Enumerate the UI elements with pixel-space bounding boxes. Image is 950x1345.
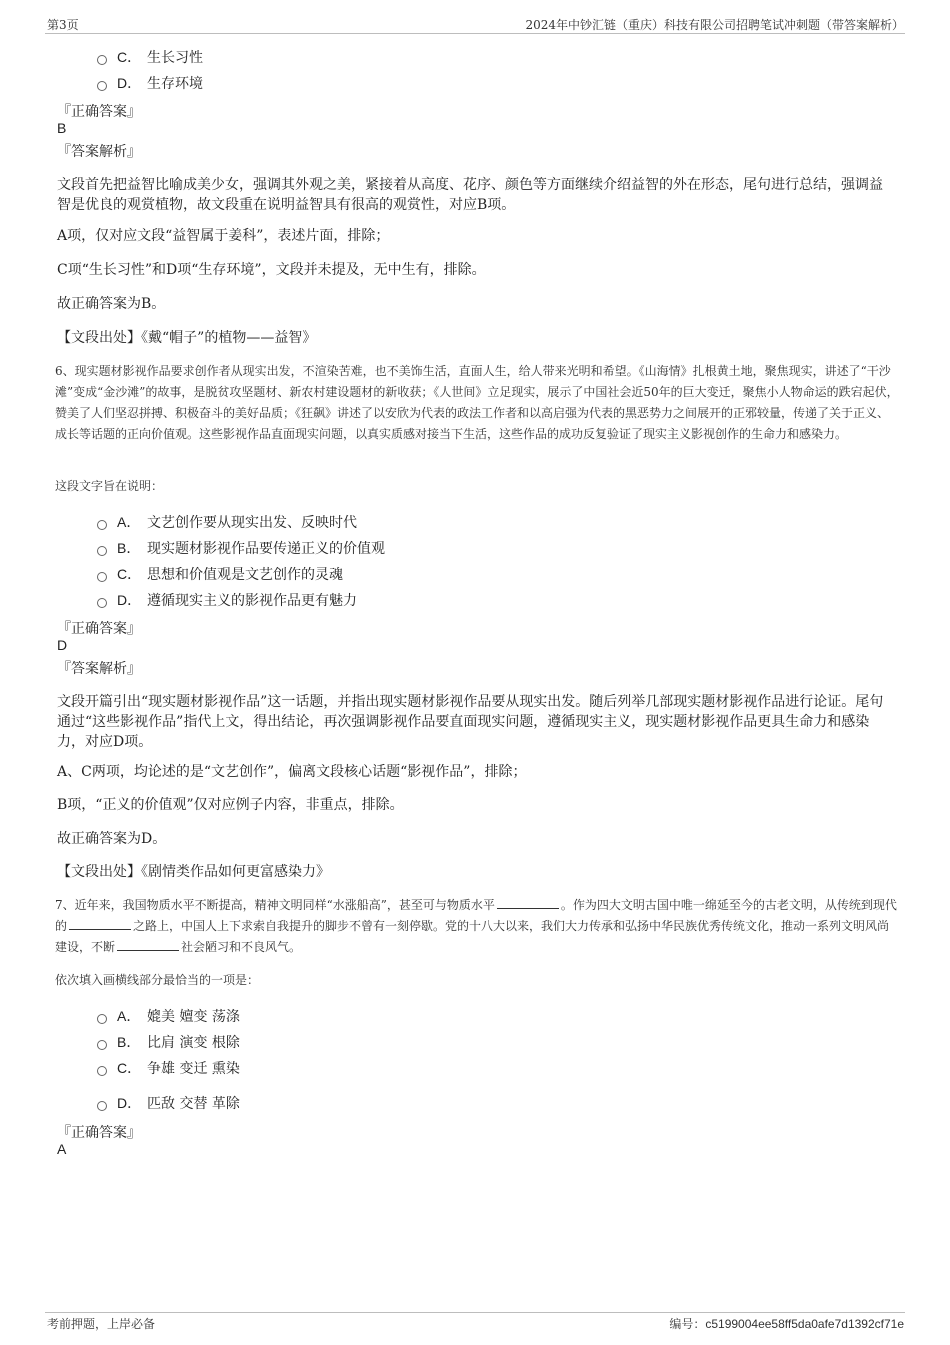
q5-analysis-label: 『答案解析』 <box>57 144 141 160</box>
q5-answer-label: 『正确答案』 <box>57 104 141 120</box>
q6-analysis-paragraph: 文段开篇引出“现实题材影视作品”这一话题，并指出现实题材影视作品要从现实出发。随后列举几部现实题材影视作品进行论证。尾句通过“这些影视作品”指代上文，得出结论，再次强调影视作品要直面现实问题，遵循现实主义，现实题材影视作品更具生命力和感染力，对应D项。 <box>57 694 884 750</box>
q7-option-c[interactable]: C． 争雄 变迁 熏染 <box>97 1058 240 1078</box>
q6-analysis-paragraph: 故正确答案为D。 <box>57 831 167 847</box>
fill-blank[interactable] <box>117 938 179 951</box>
q5-analysis-paragraph: A项，仅对应文段“益智属于姜科”，表述片面，排除； <box>57 228 390 244</box>
q6-prompt: 这段文字旨在说明： <box>55 479 164 493</box>
q7-option-d[interactable]: D． 匹敌 交替 革除 <box>97 1093 240 1113</box>
q6-option-c[interactable]: C． 思想和价值观是文艺创作的灵魂 <box>97 564 343 584</box>
q7-answer-label: 『正确答案』 <box>57 1125 141 1141</box>
q7-stem: 7、近年来，我国物质水平不断提高，精神文明同样“水涨船高”，甚至可与物质水平 。作为四大文明古国中唯一绵延至今的古老文明，从传统到现代的 之路上，中国人上下求索自我提升的脚步不曾有一刻停歇。党的十八大以来，我们大力传承和弘扬中华民族优秀传统文化，推动一系列文明风尚建设，不断 社会陋习和不良风气。 <box>55 898 897 954</box>
q5-option-c[interactable]: C． 生长习性 <box>97 47 203 67</box>
q6-option-a[interactable]: A． 文艺创作要从现实出发、反映时代 <box>97 512 357 532</box>
q6-answer-label: 『正确答案』 <box>57 621 141 637</box>
q6-analysis-paragraph: B项，“正义的价值观”仅对应例子内容，非重点，排除。 <box>57 797 404 813</box>
q5-answer-value: B <box>57 120 67 136</box>
radio-icon[interactable] <box>97 1101 107 1111</box>
radio-icon[interactable] <box>97 1040 107 1050</box>
document-title: 2024年中钞汇链（重庆）科技有限公司招聘笔试冲刺题（带答案解析） <box>525 18 904 32</box>
radio-icon[interactable] <box>97 520 107 530</box>
q5-option-d[interactable]: D． 生存环境 <box>97 73 203 93</box>
footer-divider <box>45 1312 905 1313</box>
radio-icon[interactable] <box>97 572 107 582</box>
q6-option-b[interactable]: B． 现实题材影视作品要传递正义的价值观 <box>97 538 385 558</box>
footer-doc-id: 编号：c5199004ee58ff5da0afe7d1392cf71e <box>669 1317 904 1331</box>
q6-answer-value: D <box>57 637 68 653</box>
q6-analysis-paragraph: A、C两项，均论述的是“文艺创作”，偏离文段核心话题“影视作品”，排除； <box>57 764 527 780</box>
footer-slogan: 考前押题，上岸必备 <box>47 1317 156 1331</box>
q5-analysis-paragraph: 文段首先把益智比喻成美少女，强调其外观之美，紧接着从高度、花序、颜色等方面继续介绍益智的外在形态，尾句进行总结，强调益智是优良的观赏植物，故文段重在说明益智具有很高的观赏性，对应B项。 <box>57 177 883 213</box>
radio-icon[interactable] <box>97 598 107 608</box>
fill-blank[interactable] <box>497 896 559 909</box>
page-number: 第3页 <box>47 18 79 32</box>
q7-option-a[interactable]: A． 媲美 嬗变 荡涤 <box>97 1006 240 1026</box>
q7-option-b[interactable]: B． 比肩 演变 根除 <box>97 1032 240 1052</box>
q5-source: 【文段出处】《戴“帽子”的植物——益智》 <box>57 330 317 346</box>
q6-analysis-label: 『答案解析』 <box>57 661 141 677</box>
q7-prompt: 依次填入画横线部分最恰当的一项是： <box>55 973 260 987</box>
q6-stem: 6、现实题材影视作品要求创作者从现实出发，不渲染苦难，也不美饰生活，直面人生，给人带来光明和希望。《山海情》扎根黄土地，聚焦现实，讲述了“干沙滩”变成“金沙滩”的故事，是脱贫攻坚题材、新农村建设题材的新收获；《人世间》立足现实，展示了中国社会近50年的巨大变迁，聚焦小人物命运的跌宕起伏，赞美了人们坚忍拼搏、积极奋斗的美好品质；《狂飙》讲述了以安欣为代表的政法工作者和以高启强为代表的黑恶势力之间展开的正邪较量，传递了关于正义、成长等话题的正向价值观。这些影视作品直面现实问题，以真实质感对接当下生活，这些作品的成功反复验证了现实主义影视创作的生命力和感染力。 <box>55 364 899 441</box>
q5-analysis-paragraph: 故正确答案为B。 <box>57 296 166 312</box>
q6-source: 【文段出处】《剧情类作品如何更富感染力》 <box>57 864 330 880</box>
q7-answer-value: A <box>57 1141 67 1157</box>
radio-icon[interactable] <box>97 1066 107 1076</box>
radio-icon[interactable] <box>97 546 107 556</box>
header-divider <box>45 33 905 34</box>
radio-icon[interactable] <box>97 1014 107 1024</box>
q5-analysis-paragraph: C项“生长习性”和D项“生存环境”，文段并未提及，无中生有，排除。 <box>57 262 486 278</box>
fill-blank[interactable] <box>69 917 131 930</box>
radio-icon[interactable] <box>97 81 107 91</box>
q6-option-d[interactable]: D． 遵循现实主义的影视作品更有魅力 <box>97 590 357 610</box>
radio-icon[interactable] <box>97 55 107 65</box>
